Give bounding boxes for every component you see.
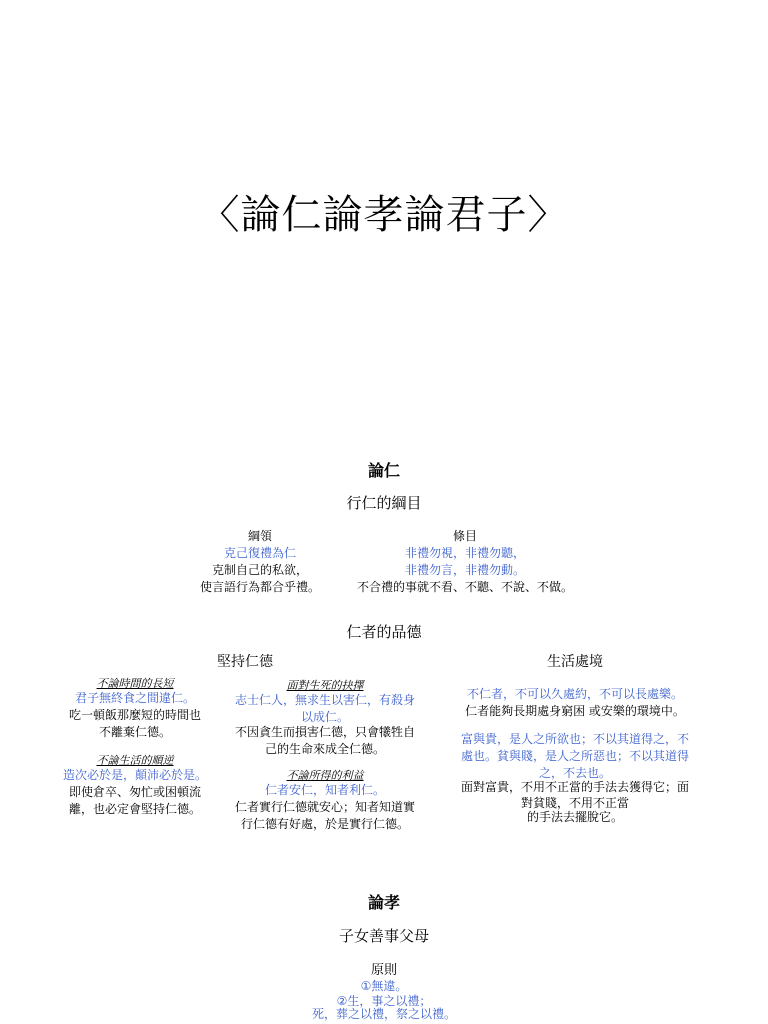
section-heading-xiao: 論孝 [367, 893, 400, 912]
subtopic-label: 不論生活的順逆 [96, 754, 174, 767]
text-line: 仁者實行仁德就安心；知者知道實 [234, 800, 415, 814]
text-line: 克制自己的私欲， [211, 563, 308, 577]
subtopic-label: 不論時間的長短 [96, 677, 174, 690]
quote-line: 處也。貧與賤，是人之所惡也；不以其道得 [460, 749, 689, 763]
page-title: 〈論仁論孝論君子〉 [199, 192, 569, 238]
text-line: 不因貪生而損害仁德，只會犧牲自 [234, 725, 415, 739]
quote-line: 非禮勿視，非禮勿聽， [404, 546, 525, 560]
text-line: 的手法去擺脫它。 [526, 810, 623, 824]
quote-line: 不仁者，不可以久處約，不可以長處樂。 [466, 687, 683, 701]
subtopic-label: 不論所得的利益 [286, 769, 364, 782]
text-line: 使言語行為都合乎禮。 [199, 580, 320, 594]
subtopic-label: 面對生死的抉擇 [286, 679, 364, 692]
subheading-virtue: 仁者的品德 [346, 623, 422, 641]
text-line: 對貧賤，不用不正當 [520, 796, 629, 810]
text-line: 行仁德有好處，於是實行仁德。 [240, 817, 409, 831]
text-line: 仁者能夠長期處身窮困 或安樂的環境中。 [465, 704, 685, 718]
text-line: 面對富貴，不用不正當的手法去獲得它；面 [460, 780, 689, 794]
label-tiaomu: 條目 [452, 529, 477, 543]
label-principle: 原則 [370, 963, 397, 978]
principle-line: 死，葬之以禮，祭之以禮。 [311, 1007, 456, 1021]
label-gangling: 綱領 [247, 529, 272, 543]
subheading-outline: 行仁的綱目 [346, 494, 422, 512]
quote-line: 仁者安仁，知者利仁。 [264, 783, 385, 797]
text-line: 不合禮的事就不看、不聽、不說、不做。 [356, 580, 573, 594]
principle-line: ①無違。 [360, 979, 408, 993]
text-line: 離，也必定會堅持仁德。 [68, 802, 201, 816]
quote-line: 之，不去也。 [538, 766, 611, 780]
text-line: 不離棄仁德。 [98, 725, 171, 739]
quote-line: 富與貴，是人之所欲也；不以其道得之，不 [460, 732, 689, 746]
quote-line: 志士仁人，無求生以害仁，有殺身 [234, 693, 415, 707]
text-line: 己的生命來成全仁德。 [264, 742, 385, 756]
quote-line: 以成仁。 [300, 710, 349, 724]
section-heading-ren: 論仁 [367, 461, 400, 480]
subheading-filial: 子女善事父母 [338, 927, 429, 945]
label-life: 生活處境 [547, 654, 603, 670]
principle-line: ②生，事之以禮； [336, 994, 432, 1008]
text-line: 吃一頓飯那麼短的時間也 [68, 708, 201, 722]
quote-gangling: 克己復禮為仁 [223, 546, 296, 560]
quote-line: 君子無終食之間違仁。 [74, 691, 195, 705]
quote-line: 造次必於是，顛沛必於是。 [62, 768, 207, 782]
quote-line: 非禮勿言，非禮勿動。 [404, 563, 525, 577]
text-line: 即使倉卒、匆忙或困頓流 [68, 785, 201, 799]
label-persist: 堅持仁德 [217, 654, 273, 670]
